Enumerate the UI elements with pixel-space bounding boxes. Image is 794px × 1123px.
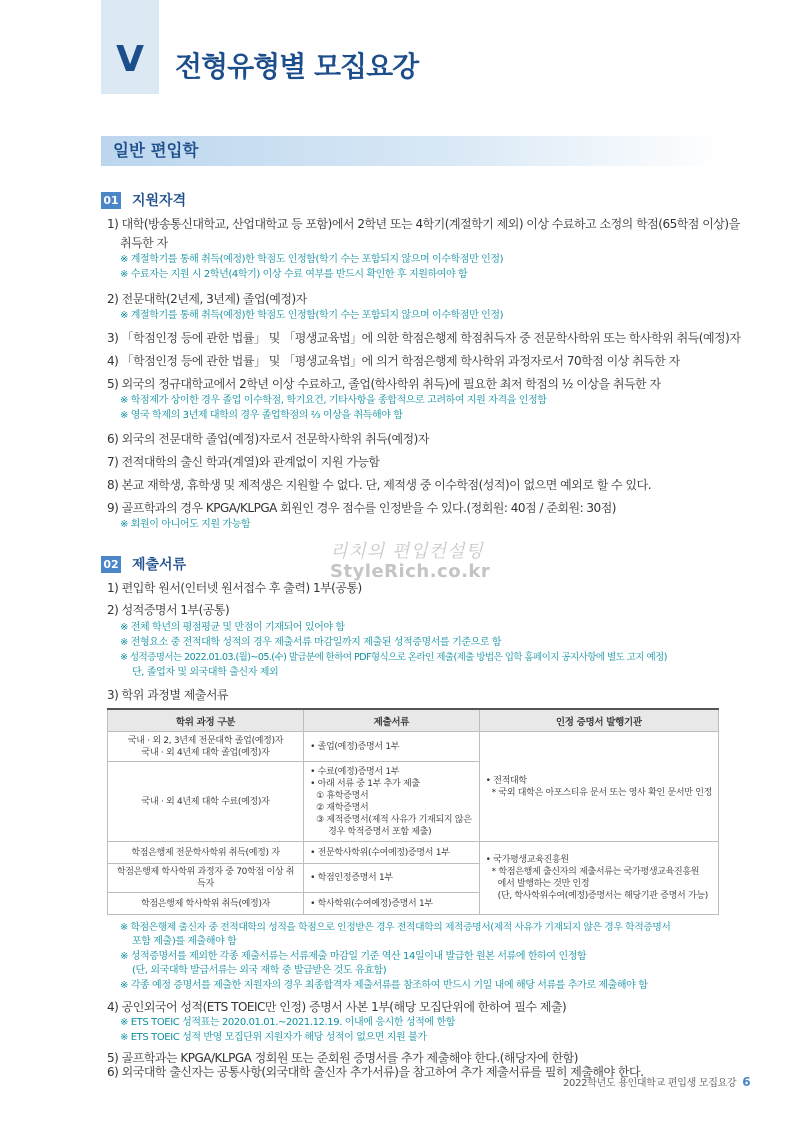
- documents-item-5: 5) 골프학과는 KPGA/KLPGA 정회원 또는 준회원 증명서를 추가 제출해야 한다.(해당자에 한함): [107, 1051, 578, 1065]
- table-cell: [108, 732, 304, 762]
- chapter-title: 전형유형별 모집요강: [175, 50, 419, 83]
- note: ※ ETS TOEIC 성적 반영 모집단위 지원자가 해당 성적이 없으면 지원 불가: [120, 1032, 427, 1043]
- footer-text: 2022학년도 용인대학교 편입생 모집요강: [563, 1078, 737, 1089]
- subsection-number: 01: [101, 192, 121, 209]
- subsection-header-eligibility: [101, 191, 186, 209]
- page-number: 6: [742, 1075, 751, 1089]
- note: ※ 성적증명서를 제외한 각종 제출서류는 서류제출 마감일 기준 역산 14일이내 발급한 원본 서류에 한하여 인정함: [120, 951, 587, 962]
- table-cell: 학점은행제 전문학사학위 취득(예정) 자: [108, 842, 304, 864]
- cell-line: ① 휴학증명서: [316, 790, 369, 801]
- table-cell: • 졸업(예정)증명서 1부: [304, 732, 480, 762]
- cell-line: ③ 제적증명서(제적 사유가 기재되지 않은: [316, 814, 472, 825]
- note: ※ 전체 학년의 평점평균 및 만점이 기재되어 있어야 함: [120, 622, 345, 633]
- table-cell: 학점은행제 학사학위 취득(예정)자: [108, 893, 304, 915]
- subsection-number: 02: [101, 556, 121, 573]
- eligibility-item-7: 7) 전적대학의 출신 학과(계열)와 관계없이 지원 가능함: [107, 455, 380, 469]
- note: ※ 전형요소 중 전적대학 성적의 경우 제출서류 마감일까지 제출된 성적증명서를 기준으로 함: [120, 637, 502, 648]
- documents-item-3: 3) 학위 과정별 제출서류: [107, 688, 229, 702]
- cell-line: • 국가평생교육진흥원: [485, 855, 569, 865]
- chapter-number: V: [116, 39, 144, 80]
- cell-line: • 아래 서류 중 1부 추가 제출: [310, 778, 420, 789]
- table-cell: [304, 762, 480, 842]
- table-cell: • 전문학사학위(수여예정)증명서 1부: [304, 842, 480, 864]
- subsection-title: 제출서류: [132, 557, 187, 573]
- cell-line: 국내 · 외 2, 3년제 전문대학 졸업(예정)자: [127, 735, 284, 746]
- note: 포함 제출)를 제출해야 함: [132, 936, 237, 947]
- note: ※ 학점은행제 출신자 중 전적대학의 성적을 학점으로 인정받은 경우 전적대학의 제적증명서(제적 사유가 기재되지 않은 경우 학적증명서: [120, 922, 671, 933]
- note: 단, 졸업자 및 외국대학 출신자 제외: [132, 667, 279, 678]
- cell-line: 에서 발행하는 것만 인정: [497, 879, 590, 889]
- eligibility-item-3: 3) 「학점인정 등에 관한 법률」 및 「평생교육법」에 의한 학점은행제 학점취득자 중 전문학사학위 또는 학사학위 취득(예정)자: [107, 331, 741, 345]
- table-cell: • 학점인정증명서 1부: [304, 864, 480, 893]
- table-cell: • 학사학위(수여예정)증명서 1부: [304, 893, 480, 915]
- cell-line: • 전적대학: [485, 775, 527, 786]
- table-cell: [479, 842, 718, 915]
- note: ※ 영국 학제의 3년제 대학의 경우 졸업학점의 ⅔ 이상을 취득해야 함: [120, 410, 403, 421]
- note: ※ 계절학기를 통해 취득(예정)한 학점도 인정함(학기 수는 포함되지 않으며 이수학점만 인정): [120, 310, 504, 321]
- cell-line: (단, 학사학위수여(예정)증명서는 해당기관 증명서 가능): [497, 891, 708, 901]
- eligibility-item-4: 4) 「학점인정 등에 관한 법률」 및 「평생교육법」에 의거 학점은행제 학사학위 과정자로서 70학점 이상 취득한 자: [107, 354, 680, 368]
- documents-item-1: 1) 편입학 원서(인터넷 원서접수 후 출력) 1부(공통): [107, 581, 362, 595]
- cell-line: * 학점은행제 출신자의 제출서류는 국가평생교육진흥원: [491, 867, 700, 877]
- eligibility-item-8: 8) 본교 재학생, 휴학생 및 제적생은 지원할 수 없다. 단, 제적생 중 이수학점(성적)이 없으면 예외로 할 수 있다.: [107, 478, 652, 492]
- section-title: 일반 편입학: [113, 141, 199, 160]
- table-header: 인정 증명서 발행기관: [479, 709, 718, 732]
- cell-line: 경우 학적증명서 포함 제출): [328, 826, 432, 837]
- cell-line: ② 재학증명서: [316, 802, 369, 813]
- documents-item-4: 4) 공인외국어 성적(ETS TOEIC만 인정) 증명서 사본 1부(해당 모집단위에 한하여 필수 제출): [107, 1000, 567, 1014]
- note: ※ ETS TOEIC 성적표는 2020.01.01.~2021.12.19. 이내에 응시한 성적에 한함: [120, 1017, 455, 1028]
- note: ※ 각종 예정 증명서를 제출한 지원자의 경우 최종합격자 제출서류를 참조하여 반드시 기일 내에 해당 서류를 추가로 제출해야 함: [120, 980, 648, 991]
- eligibility-item-6: 6) 외국의 전문대학 졸업(예정)자로서 전문학사학위 취득(예정)자: [107, 432, 429, 446]
- note: ※ 회원이 아니어도 지원 가능함: [120, 519, 251, 530]
- documents-item-6: 6) 외국대학 출신자는 공통사항(외국대학 출신자 추가서류)을 참고하여 추가 제출서류를 필히 제출해야 한다.: [107, 1065, 644, 1079]
- table-header: 제출서류: [304, 709, 480, 732]
- eligibility-item-5: 5) 외국의 정규대학교에서 2학년 이상 수료하고, 졸업(학사학위 취득)에 필요한 최저 학점의 ½ 이상을 취득한 자: [107, 377, 661, 391]
- note: ※ 계절학기를 통해 취득(예정)한 학점도 인정함(학기 수는 포함되지 않으며 이수학점만 인정): [120, 254, 504, 265]
- note: (단, 외국대학 발급서류는 외국 재학 중 발급받은 것도 유효함): [132, 965, 387, 976]
- watermark-text: 리치의 편입컨설팅: [330, 541, 484, 562]
- table-cell: [479, 732, 718, 842]
- documents-table: [107, 708, 719, 915]
- cell-line: • 수료(예정)증명서 1부: [310, 766, 400, 777]
- cell-line: * 국외 대학은 아포스티유 문서 또는 영사 확인 문서만 인정: [491, 787, 712, 798]
- table-row: [108, 732, 719, 762]
- eligibility-item-1-cont: 취득한 자: [120, 236, 168, 250]
- note: ※ 수료자는 지원 시 2학년(4학기) 이상 수료 여부를 반드시 확인한 후 지원하여야 함: [120, 269, 468, 280]
- documents-item-2: 2) 성적증명서 1부(공통): [107, 603, 230, 617]
- eligibility-item-2: 2) 전문대학(2년제, 3년제) 졸업(예정)자: [107, 292, 307, 306]
- table-header: 학위 과정 구분: [108, 709, 304, 732]
- watermark-url: StyleRich.co.kr: [330, 561, 491, 582]
- table-header-row: [108, 709, 719, 732]
- page-footer: [563, 1074, 750, 1089]
- table-cell: 학점은행제 학사학위 과정자 중 70학점 이상 취득자: [108, 864, 304, 893]
- eligibility-item-9: 9) 골프학과의 경우 KPGA/KLPGA 회원인 경우 점수를 인정받을 수 있다.(정회원: 40점 / 준회원: 30점): [107, 501, 616, 515]
- subsection-title: 지원자격: [132, 193, 187, 209]
- note: ※ 학점제가 상이한 경우 졸업 이수학점, 학기요건, 기타사항을 종합적으로 고려하여 지원 자격을 인정함: [120, 395, 547, 406]
- cell-line: 국내 · 외 4년제 대학 졸업(예정)자: [141, 747, 270, 758]
- eligibility-item-1: 1) 대학(방송통신대학교, 산업대학교 등 포함)에서 2학년 또는 4학기(계절학기 제외) 이상 수료하고 소정의 학점(65학점 이상)을: [107, 217, 740, 231]
- note: ※ 성적증명서는 2022.01.03.(월)~05.(수) 발급분에 한하여 PDF형식으로 온라인 제출(제출 방법은 입학 홈페이지 공지사항에 별도 고지 예정): [120, 652, 667, 663]
- table-cell: 국내 · 외 4년제 대학 수료(예정)자: [108, 762, 304, 842]
- subsection-header-documents: [101, 555, 186, 573]
- table-row: [108, 842, 719, 864]
